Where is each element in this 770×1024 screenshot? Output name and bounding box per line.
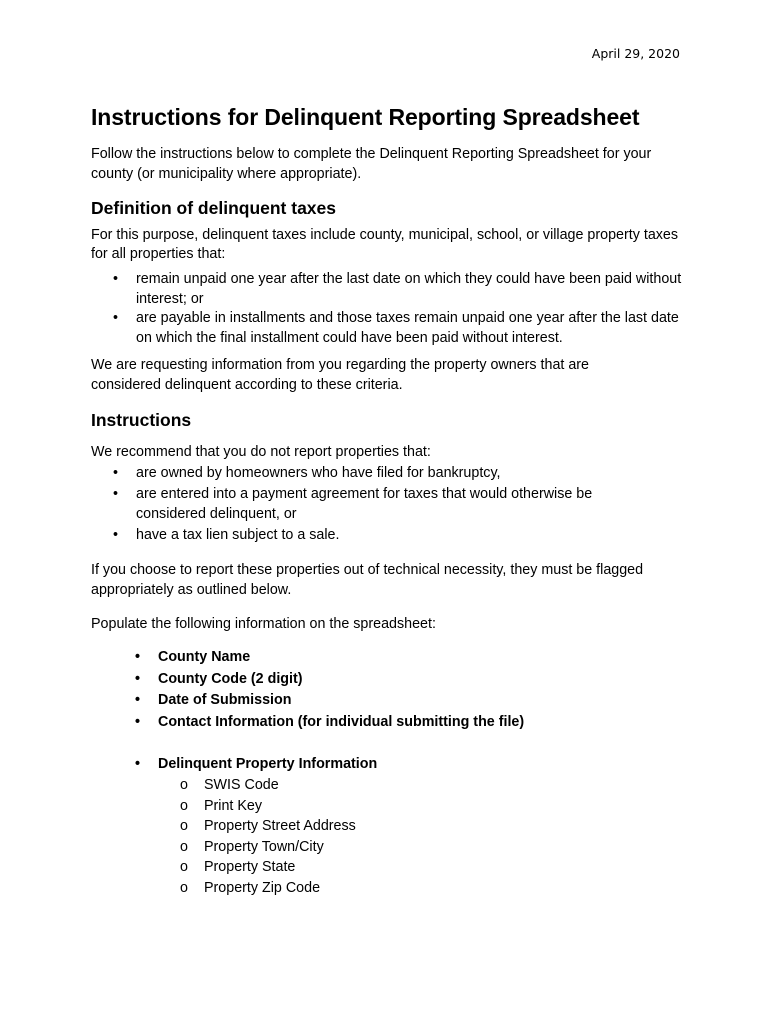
instructions-heading: Instructions (91, 410, 192, 430)
list-item-text: Date of Submission (158, 692, 292, 708)
list-item-text: SWIS Code (204, 777, 279, 793)
list-item (91, 484, 651, 525)
circle-bullet-icon: o (180, 777, 188, 793)
list-item-text: remain unpaid one year after the last date on which they could have been paid without interest; or (136, 271, 682, 307)
list-item-text: Delinquent Property Information (158, 756, 378, 772)
list-item (113, 690, 673, 712)
definition-followup-paragraph: We are requesting information from you regarding the property owners that are considered delinquent according to these criteria. (91, 357, 590, 393)
populate-paragraph: Populate the following information on the spreadsheet: (91, 616, 436, 632)
circle-bullet-icon: o (180, 879, 188, 896)
definition-paragraph: For this purpose, delinquent taxes include county, municipal, school, or village property taxes for all properties that: (91, 227, 679, 262)
list-item (180, 878, 580, 899)
bullet-icon: • (135, 649, 141, 665)
list-item (180, 775, 580, 796)
list-item (180, 857, 580, 878)
list-item (91, 463, 651, 484)
list-item (180, 796, 580, 817)
list-item-text: are owned by homeowners who have filed for bankruptcy, (136, 465, 501, 481)
circle-bullet-icon: o (180, 797, 188, 814)
list-item-text: are entered into a payment agreement for taxes that would otherwise be considered delinquent, or (136, 485, 593, 522)
list-item-text: Property Street Address (204, 818, 356, 834)
document-date: April 29, 2020 (591, 46, 680, 61)
list-item (113, 712, 673, 734)
spreadsheet-fields-list (113, 647, 673, 733)
list-item (113, 669, 673, 691)
property-info-list (113, 754, 673, 776)
list-item-text: are payable in installments and those taxes remain unpaid one year after the last date on which the final installment could have been paid without interest. (136, 310, 679, 346)
list-item (180, 816, 580, 837)
flag-note-paragraph: If you choose to report these properties out of technical necessity, they must be flagged appropriately as outlined below. (91, 562, 644, 598)
list-item-text: County Code (2 digit) (158, 670, 303, 687)
list-item (180, 837, 580, 858)
list-item-text: Print Key (204, 797, 263, 814)
definition-heading: Definition of delinquent taxes (91, 198, 337, 218)
bullet-icon: • (113, 526, 119, 543)
circle-bullet-icon: o (180, 859, 188, 875)
definition-bullet-list (91, 270, 691, 348)
list-item (113, 754, 673, 776)
instructions-bullet-list (91, 463, 651, 545)
instructions-paragraph: We recommend that you do not report properties that: (91, 444, 431, 460)
list-item-text: have a tax lien subject to a sale. (136, 526, 340, 543)
intro-paragraph: Follow the instructions below to complete the Delinquent Reporting Spreadsheet for your county (or municipality where appropriate). (91, 146, 652, 182)
bullet-icon: • (113, 271, 119, 287)
bullet-icon: • (135, 756, 141, 772)
list-item-text: County Name (158, 649, 251, 665)
bullet-icon: • (135, 670, 141, 687)
circle-bullet-icon: o (180, 838, 188, 855)
list-item (91, 270, 691, 309)
list-item (91, 525, 651, 546)
list-item-text: Property State (204, 859, 296, 875)
bullet-icon: • (113, 465, 119, 481)
property-fields-sublist (180, 775, 580, 898)
bullet-icon: • (113, 310, 119, 326)
page-title: Instructions for Delinquent Reporting Spreadsheet (91, 104, 640, 130)
bullet-icon: • (135, 713, 141, 730)
bullet-icon: • (135, 692, 141, 708)
bullet-icon: • (113, 485, 119, 502)
list-item-text: Property Town/City (204, 838, 324, 855)
list-item-text: Property Zip Code (204, 879, 321, 896)
list-item-text: Contact Information (for individual submitting the file) (158, 713, 525, 730)
circle-bullet-icon: o (180, 818, 188, 834)
list-item (113, 647, 673, 669)
list-item (91, 309, 691, 348)
